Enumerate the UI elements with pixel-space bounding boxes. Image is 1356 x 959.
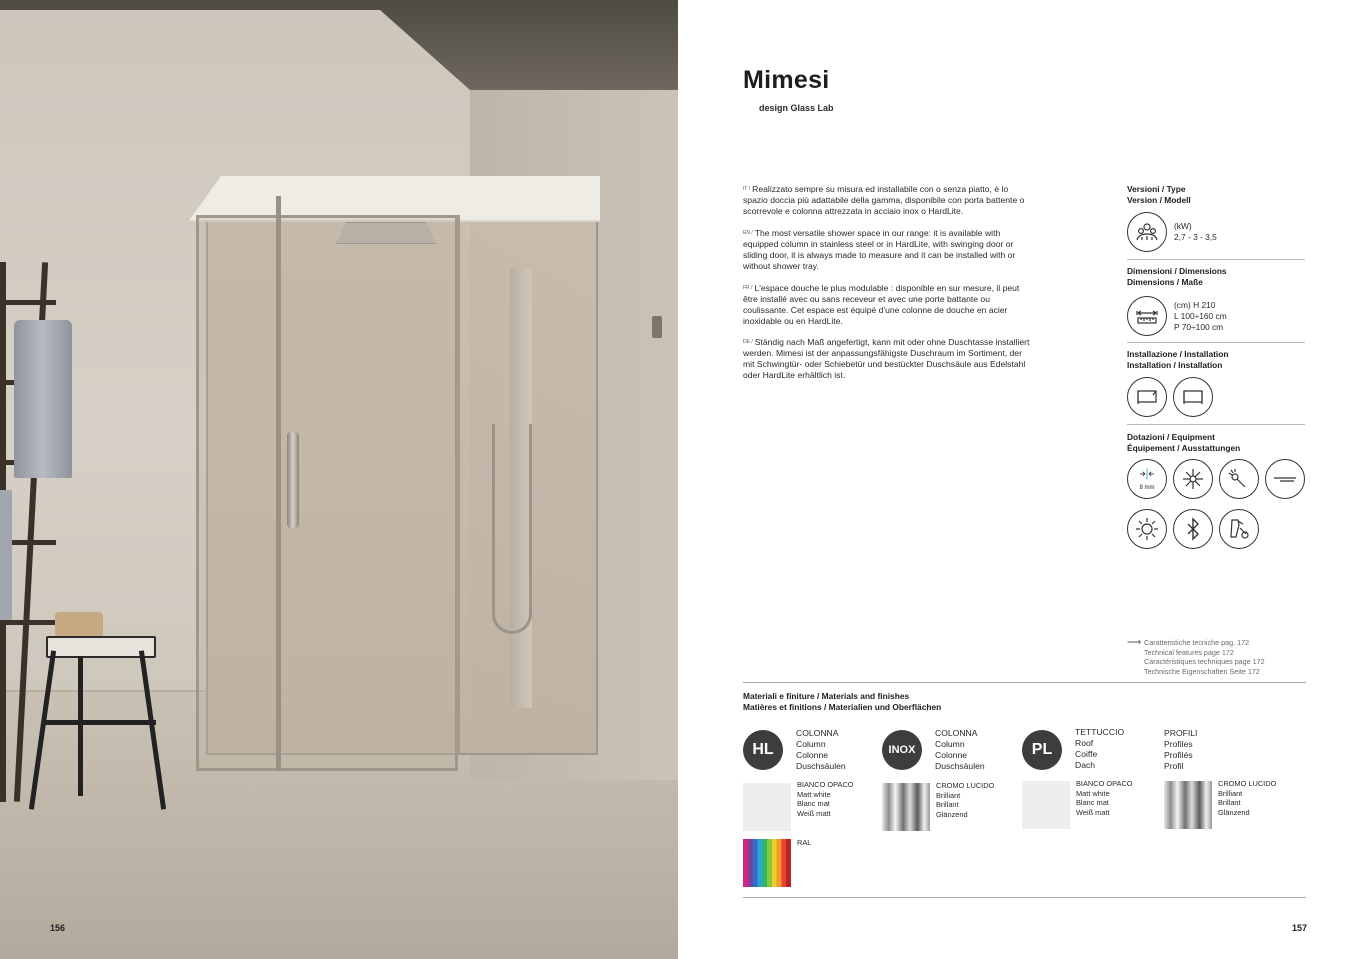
- installation-heading: Installazione / Installation Installation / Installation: [1127, 349, 1229, 370]
- technical-references[interactable]: Caratteristiche tecniche pag. 172 Technical features page 172 Caractéristiques techniques page 172 Technische Eigenschaften Seite 172: [1144, 638, 1265, 676]
- swatch-chrome: [882, 783, 930, 831]
- hl-column-label: COLONNA Column Colonne Duschsäulen: [796, 728, 846, 771]
- page-number-right: 157: [1292, 923, 1308, 933]
- corner-installation-icon: [1127, 377, 1167, 417]
- light-icon: [1127, 509, 1167, 549]
- designer-credit: design Glass Lab: [759, 103, 834, 113]
- product-title: Mimesi: [743, 66, 830, 94]
- divider: [743, 682, 1306, 683]
- glass-door: [196, 215, 458, 771]
- wall-switch: [652, 316, 662, 338]
- materials-heading: Materiali e finiture / Materials and finishes Matières et finitions / Materialien und Oberflächen: [743, 691, 942, 712]
- description-de: $^{DE /}$ Ständig nach Maß angefertigt, kann mit oder ohne Duschtasse installiert werden. Mimesi ist der anpassungsfähigste Duschraum im Sortiment, der mit Schwingtür- oder Schiebetür und bestückter Duschsäule aus Edelstahl oder HardLite erhältlich ist.: [743, 337, 1030, 380]
- divider: [1127, 259, 1305, 260]
- hl-badge: HL: [743, 730, 783, 770]
- ceiling: [0, 0, 678, 90]
- niche-installation-icon: [1173, 377, 1213, 417]
- chromotherapy-icon: [1173, 459, 1213, 499]
- glass-thickness-icon: 8 mm: [1127, 459, 1167, 499]
- description-it: $^{IT /}$ Realizzato sempre su misura ed installabile con o senza piatto, è lo spazio doccia più adattabile della gamma, disponibile con porta battente o scorrevole e colonna attrezzata in acciaio inox o HardLite.: [743, 184, 1025, 216]
- profiles-label: PROFILI Profiles Profilés Profil: [1164, 728, 1198, 771]
- shower-hose: [492, 424, 532, 634]
- basket: [55, 612, 103, 638]
- cleaning-icon: [1219, 509, 1259, 549]
- arrow-right-icon: ⟶: [1127, 637, 1142, 648]
- divider: [1127, 424, 1305, 425]
- profile-icon: [1265, 459, 1305, 499]
- inox-badge: INOX: [882, 730, 922, 770]
- towel: [14, 320, 72, 478]
- bluetooth-icon: [1173, 509, 1213, 549]
- pl-badge: PL: [1022, 730, 1062, 770]
- versions-heading: Versioni / Type Version / Modell: [1127, 184, 1191, 205]
- description-en: $^{EN /}$ The most versatile shower space in our range: it is available with equipped column in stainless steel or in HardLite, with swinging door or sliding door, it is always made to measure and it can be installed with or without shower tray.: [743, 228, 1016, 271]
- page-number-left: 156: [50, 923, 66, 933]
- divider: [743, 897, 1306, 898]
- door-handle: [287, 432, 299, 528]
- swatch-ral: [743, 839, 791, 887]
- equipment-heading: Dotazioni / Equipment Équipement / Ausstattungen: [1127, 432, 1241, 453]
- steam-power-icon: [1127, 212, 1167, 252]
- description-fr: $^{FR /}$ L'espace douche le plus modulable : disponible en sur mesure, il peut être installé avec ou sans receveur et avec une porte battante ou coulissante. Cet espace est équipé d'une colonne de douche en acier inoxidable ou en HardLite.: [743, 283, 1020, 326]
- swatch-matt-white: [743, 783, 791, 831]
- swatch-matt-white: [1022, 781, 1070, 829]
- inox-column-label: COLONNA Column Colonne Duschsäulen: [935, 728, 985, 771]
- hand-shower-icon: [1219, 459, 1259, 499]
- roof-label: TETTUCCIO Roof Coiffe Dach: [1075, 727, 1125, 770]
- dimensions-icon: [1127, 296, 1167, 336]
- divider: [1127, 342, 1305, 343]
- dimensions-heading: Dimensioni / Dimensions Dimensions / Maße: [1127, 266, 1227, 287]
- swatch-chrome: [1164, 781, 1212, 829]
